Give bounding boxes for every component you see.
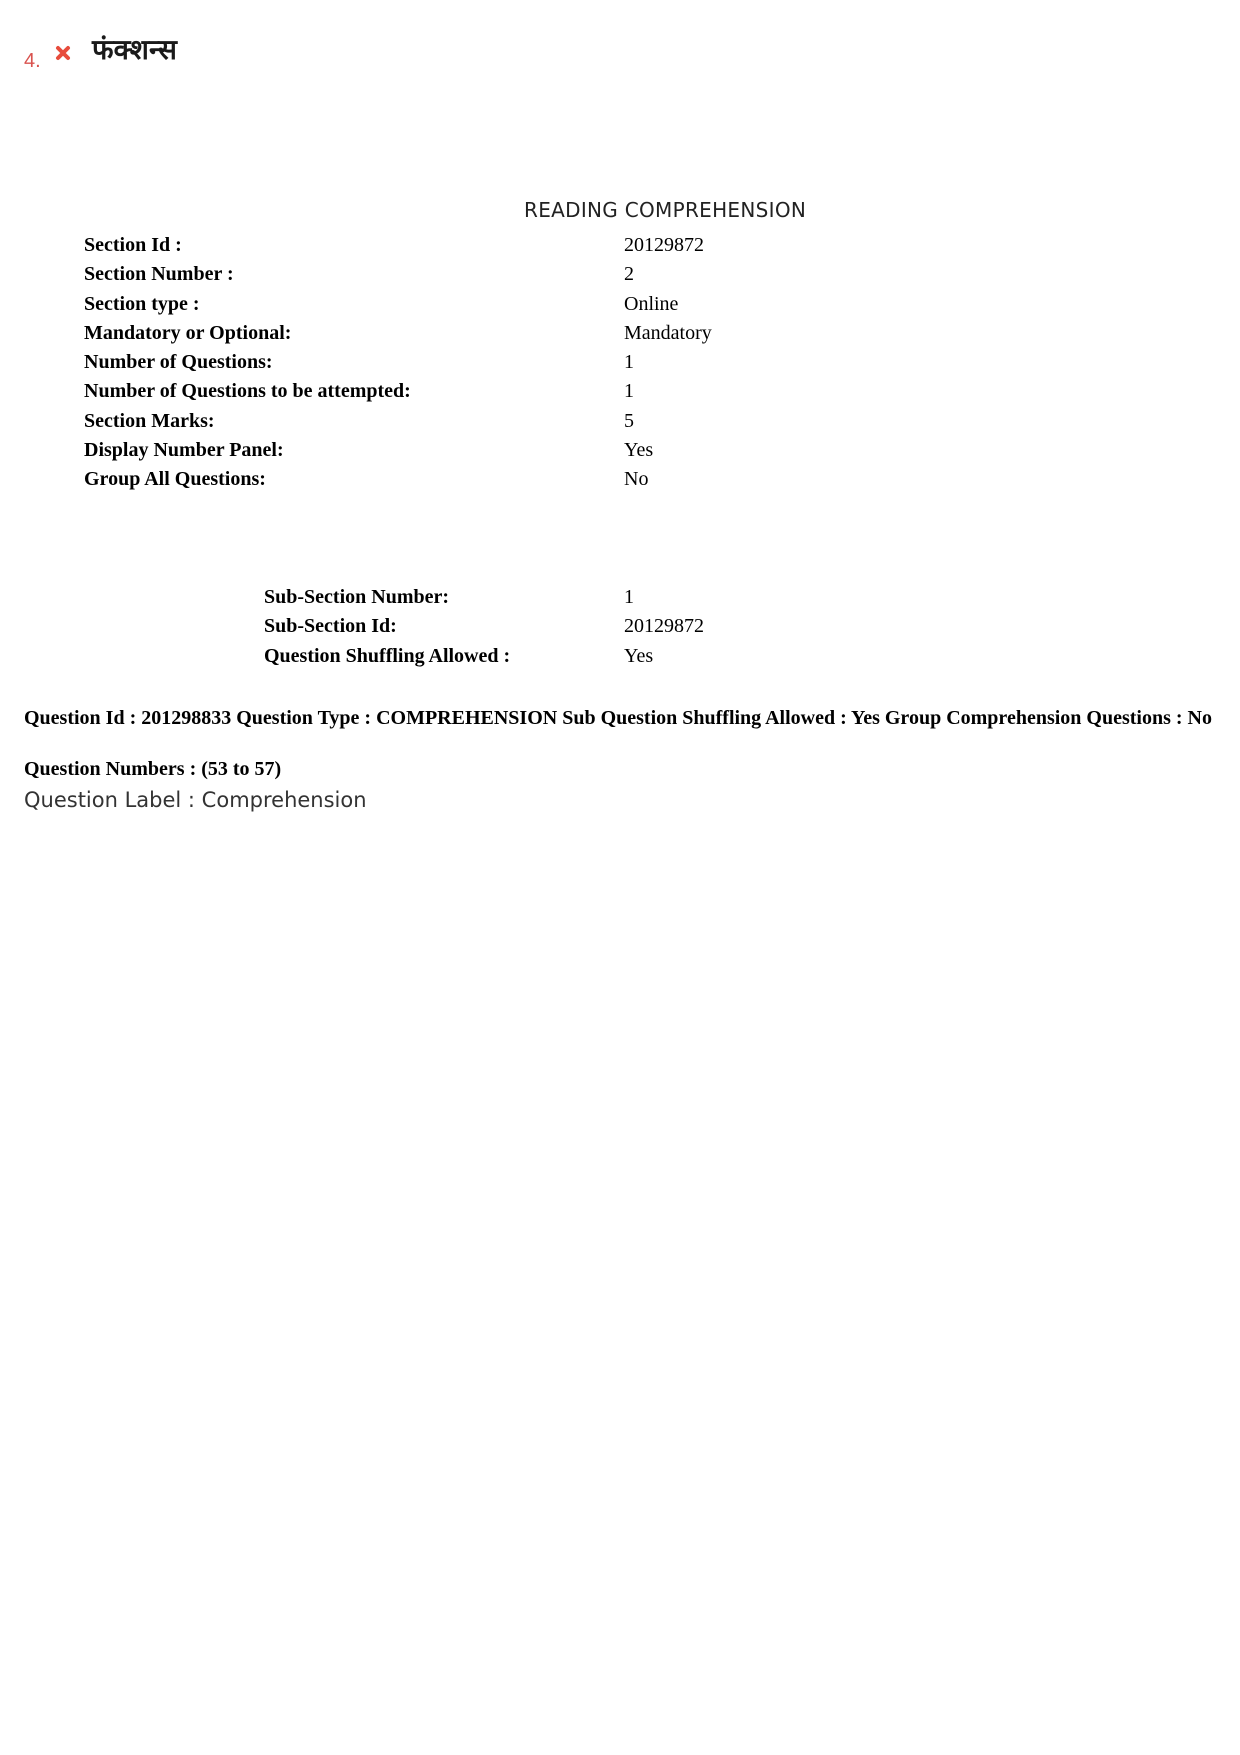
subsection-number-row bbox=[264, 586, 964, 615]
row-label: Display Number Panel: bbox=[84, 439, 284, 462]
row-value: 2 bbox=[624, 263, 634, 286]
row-value: 20129872 bbox=[624, 234, 704, 256]
number-of-questions-row bbox=[84, 351, 984, 380]
row-label: Section Number : bbox=[84, 263, 234, 286]
row-value: Online bbox=[624, 292, 679, 315]
row-label: Section type : bbox=[84, 292, 200, 315]
subsection-info-table bbox=[264, 586, 964, 674]
row-value: Yes bbox=[624, 644, 654, 667]
mandatory-row bbox=[84, 322, 984, 351]
section-info-table bbox=[84, 234, 984, 498]
row-value: 1 bbox=[624, 380, 634, 403]
subsection-id-row bbox=[264, 615, 964, 644]
row-value: 5 bbox=[624, 409, 634, 432]
row-label: Sub-Section Id: bbox=[264, 615, 397, 638]
answer-option bbox=[24, 30, 424, 70]
question-shuffling-row bbox=[264, 645, 964, 674]
option-text: फंक्शन्स bbox=[92, 33, 177, 66]
section-id-row bbox=[84, 234, 984, 263]
questions-to-attempt-row bbox=[84, 380, 984, 409]
row-value: Mandatory bbox=[624, 321, 712, 344]
row-label: Number of Questions: bbox=[84, 351, 273, 374]
question-label: Question Label : Comprehension bbox=[24, 788, 367, 812]
row-label: Mandatory or Optional: bbox=[84, 321, 292, 344]
row-label: Sub-Section Number: bbox=[264, 586, 450, 608]
section-marks-row bbox=[84, 410, 984, 439]
display-number-panel-row bbox=[84, 439, 984, 468]
row-label: Number of Questions to be attempted: bbox=[84, 380, 411, 403]
option-number: 4. bbox=[24, 50, 41, 72]
section-title: READING COMPREHENSION bbox=[524, 198, 807, 222]
row-value: 1 bbox=[624, 586, 634, 608]
section-number-row bbox=[84, 263, 984, 292]
row-label: Section Id : bbox=[84, 234, 182, 256]
cross-icon bbox=[55, 45, 71, 61]
row-value: 20129872 bbox=[624, 615, 704, 638]
row-label: Question Shuffling Allowed : bbox=[264, 644, 511, 667]
question-numbers: Question Numbers : (53 to 57) bbox=[24, 758, 282, 780]
row-value: Yes bbox=[624, 439, 654, 462]
row-value: No bbox=[624, 468, 649, 491]
row-label: Section Marks: bbox=[84, 409, 215, 432]
section-type-row bbox=[84, 293, 984, 322]
group-all-questions-row bbox=[84, 468, 984, 497]
row-label: Group All Questions: bbox=[84, 468, 266, 491]
question-id-line: Question Id : 201298833 Question Type : COMPREHENSION Sub Question Shuffling Allowed : Yes Group Comprehension Questions : No bbox=[24, 707, 1212, 729]
row-value: 1 bbox=[624, 351, 634, 374]
